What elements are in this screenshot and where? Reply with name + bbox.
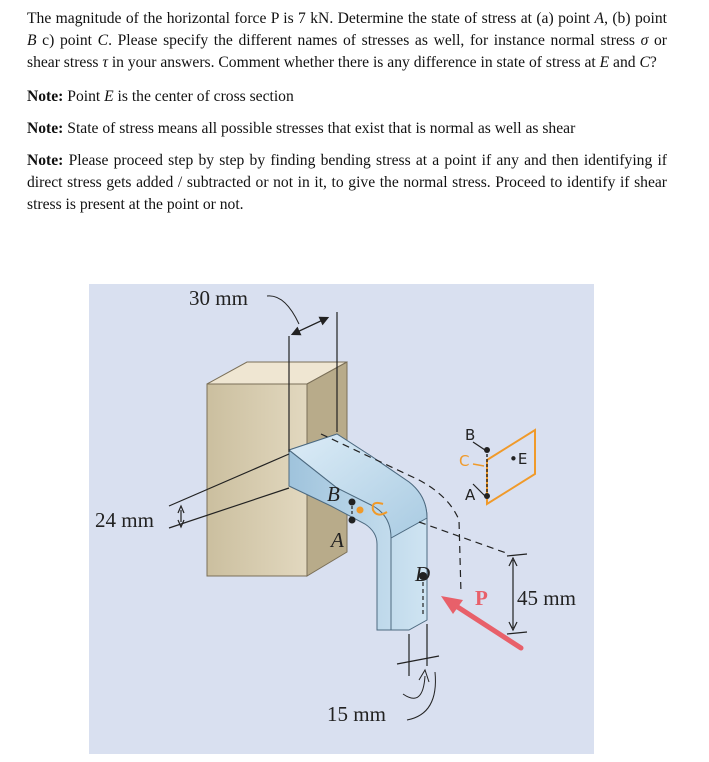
- label-point-a: A: [331, 528, 344, 552]
- figure-drawing: [89, 284, 594, 754]
- inset-label-e: •E: [509, 450, 528, 468]
- label-force-p: P: [475, 586, 488, 610]
- inset-label-b: B: [465, 426, 476, 444]
- label-45mm: 45 mm: [517, 586, 576, 610]
- dimension-15mm: [397, 624, 439, 720]
- label-point-b: B: [327, 482, 340, 506]
- question-text: [27, 8, 667, 228]
- problem-statement: The magnitude of the horizontal force P is 7 kN. Determine the state of stress at (a) point A, (b) point B c) point C. Please specify the different names of stresses as well, for instance normal stress σ or shear stress τ in your answers. Comment whether there is any difference in state of stress at E and C?: [27, 10, 668, 71]
- label-point-d: D: [415, 562, 431, 586]
- note-3: Note: Please proceed step by step by finding bending stress at a point if any and then identifying if direct stress gets added / subtracted or not in it, to give the normal stress. Proceed to identify if shear stress is present at the point or not.: [27, 152, 667, 213]
- note-1: Note: Point E is the center of cross section: [27, 88, 294, 105]
- inset-label-a: A: [465, 486, 476, 504]
- label-24mm: 24 mm: [95, 508, 154, 532]
- label-30mm: 30 mm: [189, 286, 248, 310]
- inset-label-c: C: [459, 452, 470, 470]
- problem-figure: [89, 284, 594, 754]
- label-15mm: 15 mm: [327, 702, 386, 726]
- note-2: Note: State of stress means all possible stresses that exist that is normal as well as shear: [27, 120, 576, 137]
